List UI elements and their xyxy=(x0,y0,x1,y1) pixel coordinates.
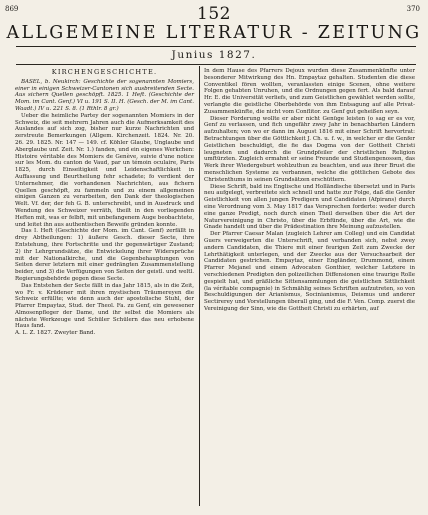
bibliography-entry: BASEL, b. Neukirch: Geschichte der sogenannten Momiers, einer in einigen Schweizer-Cantonen sich ausbreitenden Secte. Aus sichern Quellen geschöpft. 1825. 1 Heft. (Geschichte der Mom. im Cant. Genf.) VI u. 191 S. II. H. (Gesch. der M. im Cant. Waadt.) IV u. 221 S. 8. (1 Rthlr. 8 gr.) xyxy=(15,78,194,112)
header-rule-bottom xyxy=(16,64,416,65)
left-paragraph-1: Ueber die heimliche Partey der sogenannten Momiers in der Schweiz, die seit mehrern Jahren auch die Aufmerksamkeit des Auslandes auf sich zog, bisher nur kurze Nachrichten und zerstreute Bemerkungen (Allgem. Kirchenzeit. 1824. Nr. 20. 26. 29. 1825. Nr. 147 — 149. cf. Köhler Glaube, Unglaube und Aberglaube unf. Zeit. Nr. 1.) fanden, und ein eigenes Werkchen: Histoire véritable des Momiers de Genève, suivie d'une notice sur les Mom. du canton de Vaud, par un témoin oculaire, Paris 1825, durch Einseitigkeit und Leidenschaftlichkeit in Auffassung und Beurtheilung fehr schadete; fo verdient der Unternehmer, die vorhandenen Nachrichten, aus fichern Quellen geschöpft, zu fammeln und zu einem allgemeinen einigen Ganzen zu verarbeiten, den Dank der theologischen Welt. Vf. der, der feh G. B. unterschreibt, und in Ausdruck und Wendung des Schweizer verräth, theilt in den vorliegenden Heften mit, was er felbft, mit unbefangenem Auge beobachtete, und leitet ihn aus authentischen Beweife gründen konnte. xyxy=(15,112,194,228)
right-paragraph-2: Dieser Forderung wollte er aber nicht Genüge leisten (o sag er es vor, Genf zu verlassen, und fich ungefähr zwey Jahr in benachbarten Ländern aufzuhalten; von wo er dann im August 1816 mit einer Schrift hervortrat: Betrachtungen über die Göttlichkeit J. Ch. u. f. w., in welcher er die Genfer Geistlichen beschuldigt, die fie das Dogma von der Gottheit Christi leugneten und dadurch die Grundpfeiler der christlichen Religion umftürzten. Zugleich ermahnt er seine Freunde und Studiengenossen, das Werk ihrer Wiedergeburt wohlzuthun zu beachten, und aus ihrer Brust die menschlichen Systeme zu verbannen, welche die göttlichen Gebote des Christenthums in seinen Grundsätzen erschüttern. xyxy=(204,115,415,183)
section-title: KIRCHENGESCHICHTE. xyxy=(51,68,158,76)
left-paragraph-2: Das I. Heft (Geschichte der Mom. im Cant. Genf) zerfällt in drey Abtheilungen: 1) äußere Gesch. dieser Secte, ihre Entstehung, ihre Fortschritte und ihr gegenwärtiger Zustand; 2) ihr Lehrgrundsätze, die Entwickelung ihrer Widersprüche mit der Nationalkirche, und die Gegenbehauptungen von Seiten derer letztern mit einer gedrängten Zusammenstellung beider, und 3) die Verfügungen von Seiten der geistl. und weltl. Regierungsbehörde gegen diese Secte. xyxy=(15,228,194,282)
page-left-number: 869 xyxy=(5,5,19,13)
left-paragraph-3: Das Entstehen der Secte fällt in das Jahr 1815, als in die Zeit, wo Fr. v. Krüdener mit ihren mystischen Träumereyen die Schweiz erfüllte; wie denn auch der apostolische Stuhl, der Pfarrer Empaytaz, Stud. der Theol. Fa. zu Genf, ein gewesener Almosenpfleger der Dame, und ihr selbst die Momiers als nächste Werkzeuge und Schüler Schülern das neu erhobene Haus fand. xyxy=(15,282,194,330)
header-rule-top xyxy=(16,46,416,47)
volume-signature: A. L. Z. 1827. Zweyter Band. xyxy=(15,330,96,337)
page-number: 152 xyxy=(197,4,231,24)
page-right-number: 370 xyxy=(406,5,420,13)
right-paragraph-4: Der Pfarrer Caesar Malan (zugleich Lehrer am Colleg) und ein Candidat Guers verweigerten die Unterschrift, und verbanden sich, nebst zwey andern Candidaten, die Thiere mit einer feurigen Zeit zum Zwecke der Lehrthätigkeit unterlegen, und der Zwecke aus der Versuchsarbeit der Candidaten gestrichen. Empaytaz, einer Engländer, Drummond, einem Pfarrer Mejanel und einem Advocaten Gonthier, welcher Letztere in verschiedenen Predigten den polizeilichen Diffensionen eine traurige Rolle gespielt hat, und gräßliche Sittensammlungen die geistlichen Sittlichkeit (la véritable compagnie) in Schmählig seines Schriften aufzutreten, so von Beschuldigungen der Arianismus, Socinianismus, Deismus und anderer Sectirerey und Vorstellungen überall ging, und die F. Ven. Comp. zuerst die Vereinigung der Sinn, wie die Gottheit Christi zu erhärten, auf xyxy=(204,231,415,312)
right-paragraph-3: Diese Schrift, bald ins Englische und Holländische übersetzt und in Paris neu aufgelegt, verbreitete sich schnell und hatte zur Folge, daß die Genfer Geistlichkeit von allen jungen Predigern und Candidaten (Afpirans) durch eine Verordnung vom 3. May 1817 das Versprechen forderte: weder durch eine ganze Predigt, noch durch einen Theil derselben über die Art der Naturvereinigung in Christo, über die Erbfünde, über die Art, wie die Gnade handelt und über die Prädestination ihre Meinung aufzustellen. xyxy=(204,183,415,231)
right-column xyxy=(204,68,415,313)
page-header xyxy=(0,4,428,22)
left-column xyxy=(15,68,194,337)
right-paragraph-1: In dem Hause des Pfarrers Dejoux wurden diese Zusammenkünfte unter besonderer Mitwirkung des Hn. Empaytaz gehalten. Studenten die diese Conventikel fören wollten, veranlassten einige Scenen, ohne weitere Folgen gehabten Unruhen, und die Ordnungen gegen fert. Als bald darauf Hr. E. die Universität verliefs, und zum Geistlichen gewählet werden sollte, verlangte die geistliche Oberbehörde von ihm Entsagung auf alle Privat-Zusammenkünfte, die nicht vom Conflitor. zu Genf gut geheißen seyn. xyxy=(204,68,415,115)
issue-date: Junius 1827. xyxy=(171,49,257,61)
column-divider xyxy=(199,66,200,506)
journal-title: ALLGEMEINE LITERATUR - ZEITUNG xyxy=(6,23,422,43)
